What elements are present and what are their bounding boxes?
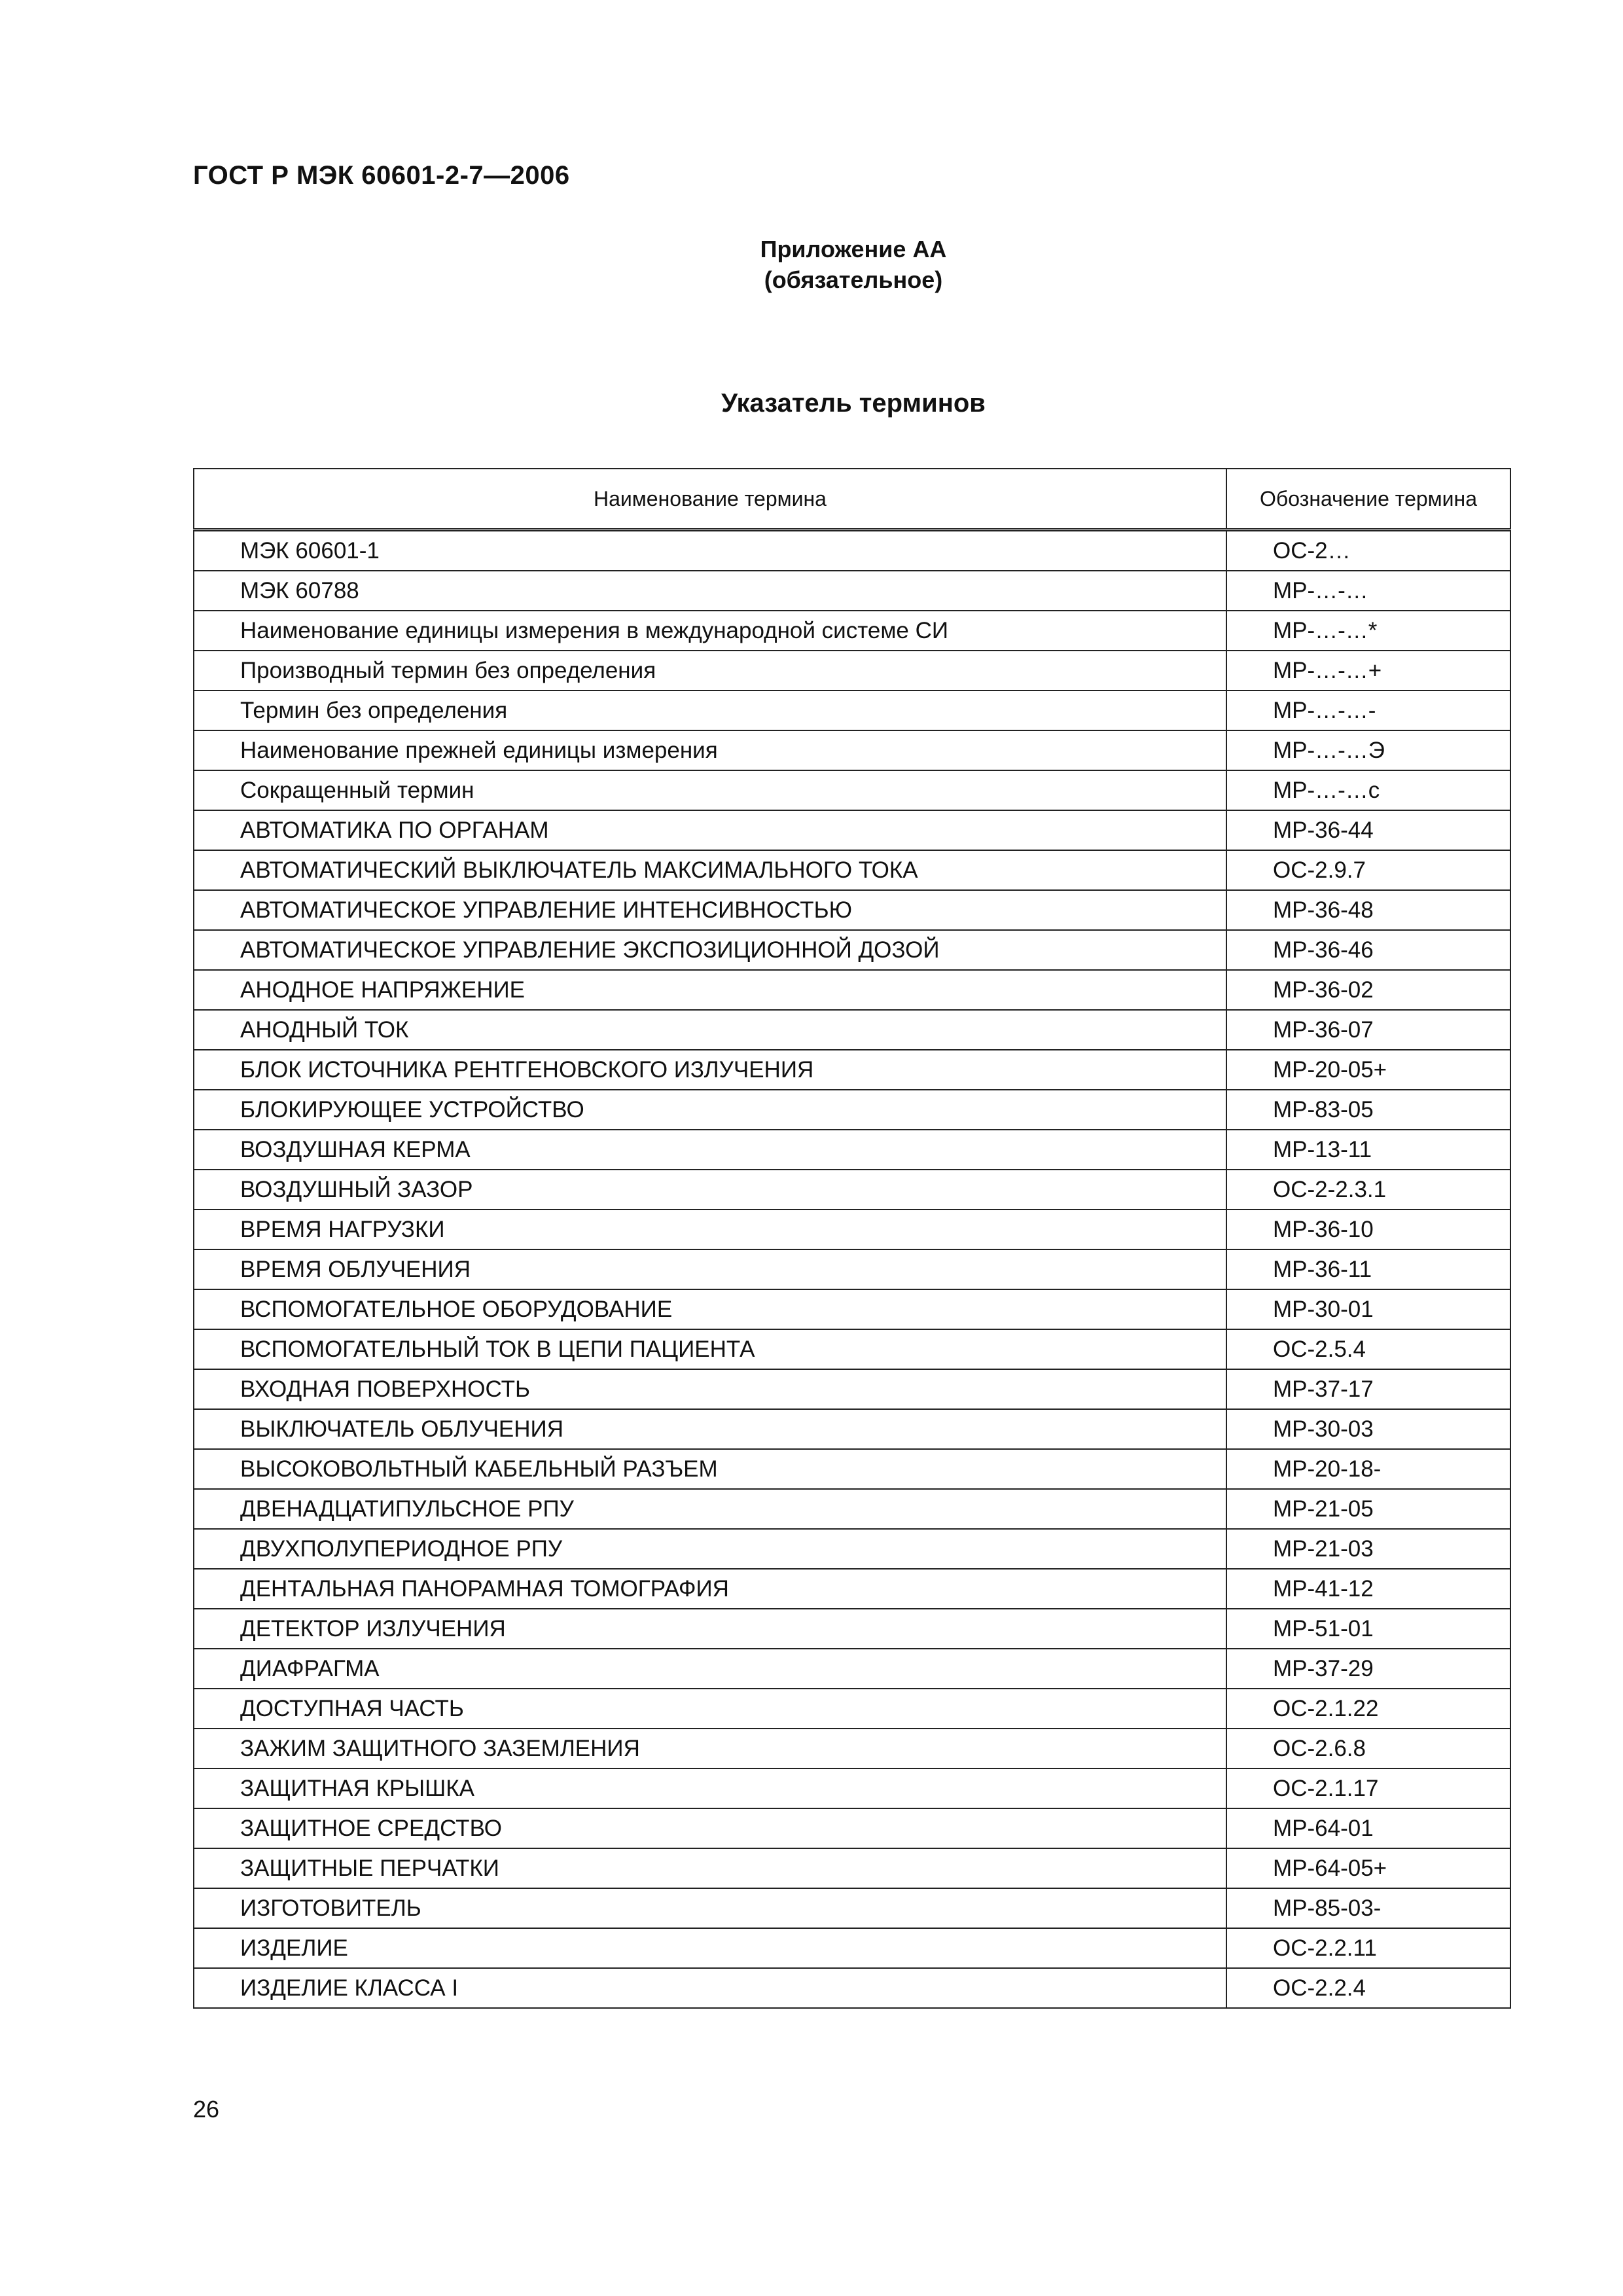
table-row [194,1329,1510,1369]
term-code-cell: МР-36-44 [1226,810,1510,850]
term-code-cell: МР-21-05 [1226,1489,1510,1529]
table-row [194,1369,1510,1409]
term-name-cell: БЛОКИРУЮЩЕЕ УСТРОЙСТВО [194,1090,1226,1130]
term-name-cell: ДИАФРАГМА [194,1649,1226,1689]
table-row [194,1609,1510,1649]
term-code-cell: МР-36-46 [1226,930,1510,970]
term-code-cell: МР-13-11 [1226,1130,1510,1170]
term-name-cell: ДЕНТАЛЬНАЯ ПАНОРАМНАЯ ТОМОГРАФИЯ [194,1569,1226,1609]
table-row [194,691,1510,730]
term-code-cell: МР-…-…с [1226,770,1510,810]
term-name-cell: ДЕТЕКТОР ИЗЛУЧЕНИЯ [194,1609,1226,1649]
table-row [194,1130,1510,1170]
table-row [194,1210,1510,1249]
table-row [194,1729,1510,1768]
term-code-cell: МР-36-07 [1226,1010,1510,1050]
term-code-cell: МР-36-02 [1226,970,1510,1010]
term-code-cell: МР-…-…Э [1226,730,1510,770]
table-row [194,1170,1510,1210]
table-row [194,810,1510,850]
term-code-cell: МР-85-03- [1226,1888,1510,1928]
term-name-cell: ЗАЩИТНАЯ КРЫШКА [194,1768,1226,1808]
column-header-term-name: Наименование термина [194,469,1226,530]
term-code-cell: МР-…-…* [1226,611,1510,651]
table-row [194,1449,1510,1489]
term-code-cell: МР-36-11 [1226,1249,1510,1289]
standard-header: ГОСТ Р МЭК 60601-2-7—2006 [193,161,570,190]
table-row [194,1808,1510,1848]
table-row [194,530,1510,571]
table-row [194,1409,1510,1449]
table-row [194,1249,1510,1289]
table-row [194,1968,1510,2008]
term-name-cell: АВТОМАТИКА ПО ОРГАНАМ [194,810,1226,850]
terms-table [193,468,1511,2009]
term-code-cell: МР-41-12 [1226,1569,1510,1609]
term-code-cell: МР-…-… [1226,571,1510,611]
table-header-row [194,469,1510,530]
index-title: Указатель терминов [721,389,986,418]
term-code-cell: МР-83-05 [1226,1090,1510,1130]
term-name-cell: ДВУХПОЛУПЕРИОДНОЕ РПУ [194,1529,1226,1569]
table-row [194,651,1510,691]
terms-table-body [194,530,1510,2009]
term-name-cell: ЗАЩИТНОЕ СРЕДСТВО [194,1808,1226,1848]
term-code-cell: ОС-2.2.4 [1226,1968,1510,2008]
term-name-cell: ДВЕНАДЦАТИПУЛЬСНОЕ РПУ [194,1489,1226,1529]
term-name-cell: АВТОМАТИЧЕСКОЕ УПРАВЛЕНИЕ ИНТЕНСИВНОСТЬЮ [194,890,1226,930]
term-code-cell: МР-37-17 [1226,1369,1510,1409]
term-code-cell: МР-64-01 [1226,1808,1510,1848]
table-row [194,1050,1510,1090]
table-row [194,1888,1510,1928]
term-name-cell: МЭК 60601-1 [194,530,1226,571]
term-code-cell: МР-…-…- [1226,691,1510,730]
term-code-cell: ОС-2.2.11 [1226,1928,1510,1968]
term-name-cell: ЗАЖИМ ЗАЩИТНОГО ЗАЗЕМЛЕНИЯ [194,1729,1226,1768]
term-code-cell: ОС-2-2.3.1 [1226,1170,1510,1210]
table-row [194,930,1510,970]
annex-status: (обязательное) [764,266,943,293]
term-name-cell: Наименование прежней единицы измерения [194,730,1226,770]
table-row [194,970,1510,1010]
term-name-cell: АНОДНОЕ НАПРЯЖЕНИЕ [194,970,1226,1010]
term-code-cell: МР-36-10 [1226,1210,1510,1249]
term-code-cell: МР-…-…+ [1226,651,1510,691]
term-name-cell: АНОДНЫЙ ТОК [194,1010,1226,1050]
term-name-cell: МЭК 60788 [194,571,1226,611]
table-row [194,1928,1510,1968]
term-name-cell: Наименование единицы измерения в международной системе СИ [194,611,1226,651]
term-code-cell: МР-20-05+ [1226,1050,1510,1090]
table-row [194,1689,1510,1729]
term-name-cell: ВОЗДУШНАЯ КЕРМА [194,1130,1226,1170]
table-row [194,1529,1510,1569]
term-code-cell: ОС-2.1.22 [1226,1689,1510,1729]
table-row [194,571,1510,611]
table-row [194,1489,1510,1529]
term-name-cell: Производный термин без определения [194,651,1226,691]
term-name-cell: ВЫКЛЮЧАТЕЛЬ ОБЛУЧЕНИЯ [194,1409,1226,1449]
term-name-cell: ИЗГОТОВИТЕЛЬ [194,1888,1226,1928]
term-name-cell: ИЗДЕЛИЕ [194,1928,1226,1968]
table-row [194,1569,1510,1609]
page-number: 26 [193,2096,220,2123]
term-name-cell: ЗАЩИТНЫЕ ПЕРЧАТКИ [194,1848,1226,1888]
term-code-cell: МР-20-18- [1226,1449,1510,1489]
table-row [194,1848,1510,1888]
table-row [194,1768,1510,1808]
term-name-cell: ВРЕМЯ ОБЛУЧЕНИЯ [194,1249,1226,1289]
term-code-cell: ОС-2.9.7 [1226,850,1510,890]
term-code-cell: МР-64-05+ [1226,1848,1510,1888]
table-row [194,1090,1510,1130]
term-name-cell: ВСПОМОГАТЕЛЬНЫЙ ТОК В ЦЕПИ ПАЦИЕНТА [194,1329,1226,1369]
term-code-cell: ОС-2… [1226,530,1510,571]
table-row [194,1649,1510,1689]
table-row [194,1289,1510,1329]
term-name-cell: ВОЗДУШНЫЙ ЗАЗОР [194,1170,1226,1210]
term-code-cell: МР-36-48 [1226,890,1510,930]
term-code-cell: ОС-2.6.8 [1226,1729,1510,1768]
term-name-cell: ДОСТУПНАЯ ЧАСТЬ [194,1689,1226,1729]
term-code-cell: МР-21-03 [1226,1529,1510,1569]
table-row [194,611,1510,651]
term-name-cell: Термин без определения [194,691,1226,730]
annex-title: Приложение АА [760,236,947,262]
term-code-cell: ОС-2.5.4 [1226,1329,1510,1369]
term-name-cell: БЛОК ИСТОЧНИКА РЕНТГЕНОВСКОГО ИЗЛУЧЕНИЯ [194,1050,1226,1090]
table-row [194,1010,1510,1050]
term-code-cell: МР-30-03 [1226,1409,1510,1449]
term-name-cell: ВСПОМОГАТЕЛЬНОЕ ОБОРУДОВАНИЕ [194,1289,1226,1329]
term-name-cell: АВТОМАТИЧЕСКОЕ УПРАВЛЕНИЕ ЭКСПОЗИЦИОННОЙ ДОЗОЙ [194,930,1226,970]
term-name-cell: ИЗДЕЛИЕ КЛАССА I [194,1968,1226,2008]
term-name-cell: ВЫСОКОВОЛЬТНЫЙ КАБЕЛЬНЫЙ РАЗЪЕМ [194,1449,1226,1489]
table-row [194,890,1510,930]
term-code-cell: ОС-2.1.17 [1226,1768,1510,1808]
table-row [194,730,1510,770]
table-row [194,770,1510,810]
term-code-cell: МР-30-01 [1226,1289,1510,1329]
column-header-term-code: Обозначение термина [1226,469,1510,530]
term-name-cell: ВРЕМЯ НАГРУЗКИ [194,1210,1226,1249]
table-row [194,850,1510,890]
term-code-cell: МР-37-29 [1226,1649,1510,1689]
term-name-cell: АВТОМАТИЧЕСКИЙ ВЫКЛЮЧАТЕЛЬ МАКСИМАЛЬНОГО ТОКА [194,850,1226,890]
term-code-cell: МР-51-01 [1226,1609,1510,1649]
term-name-cell: ВХОДНАЯ ПОВЕРХНОСТЬ [194,1369,1226,1409]
term-name-cell: Сокращенный термин [194,770,1226,810]
